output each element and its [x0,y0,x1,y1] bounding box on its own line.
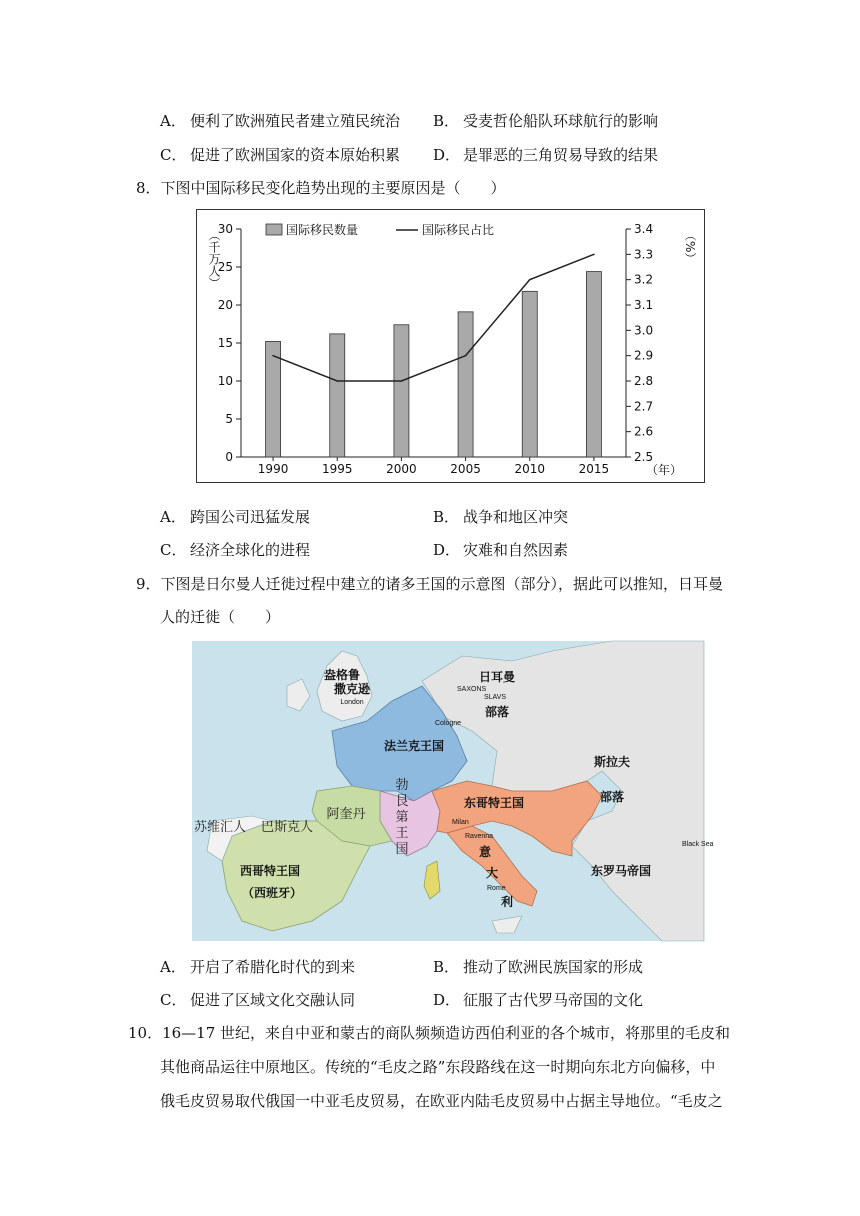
label-ravenna: Ravenna [465,833,494,840]
q9-option-d [433,990,643,1010]
bar-2005 [458,312,473,457]
bar-2015 [586,272,601,457]
q10-line2: 其他商品运往中原地区。传统的“毛皮之路”东段路线在这一时期向东北方向偏移，中 [160,1058,716,1076]
y-tick-label-right: 3.2 [634,272,654,287]
option-letter: D． [433,541,461,559]
bar-2000 [394,325,409,457]
label-italy-3: 利 [500,895,514,909]
q8-option-b [433,507,568,527]
option-text: 受麦哲伦船队环球航行的影响 [463,112,659,130]
label-burg-1: 勃 [395,778,409,793]
label-german-1: 日耳曼 [478,670,516,684]
label-italy-2: 大 [485,866,499,880]
label-slav-1: 斯拉夫 [593,755,631,769]
label-ostro: 东哥特王国 [463,796,525,810]
label-anglo-2: 撒克逊 [333,682,371,696]
label-burg-5: 国 [395,842,409,857]
y-tick-label-right: 2.9 [634,348,654,363]
option-text: 是罪恶的三角贸易导致的结果 [463,146,659,164]
label-visi-2: （西班牙） [241,886,303,900]
q7-option-a [160,111,400,131]
label-burg-4: 王 [395,826,409,841]
label-frank: 法兰克王国 [383,739,445,753]
y-tick-label-left: 25 [217,260,233,274]
option-letter: B． [433,958,460,976]
y-tick-label-left: 10 [217,374,233,388]
x-tick-label: 2010 [514,462,546,476]
label-aquitaine: 阿奎丹 [326,807,366,822]
q10-line1: 10．16—17 世纪，来自中亚和蒙古的商队频频造访西伯利亚的各个城市，将那里的毛皮和 [128,1024,731,1042]
option-letter: C． [160,146,187,164]
label-cologne: Cologne [435,720,462,727]
label-burg-3: 第 [395,810,409,825]
option-letter: A． [160,112,186,130]
x-tick-label: 2005 [450,462,481,476]
option-letter: C． [160,541,187,559]
option-text: 战争和地区冲突 [463,508,569,526]
y-tick-label-left: 20 [217,298,233,312]
q9-stem-line1: 9．下图是日尔曼人迁徙过程中建立的诸多王国的示意图（部分），据此可以推知，日耳曼 [136,575,724,593]
bar-2010 [522,291,537,457]
option-letter: A． [160,958,186,976]
y-tick-label-right: 2.7 [634,399,654,414]
y-tick-label-right: 2.5 [634,450,654,464]
legend-bar-label: 国际移民数量 [286,223,359,237]
label-milan: Milan [452,819,469,826]
label-blacksea: Black Sea [682,841,714,848]
label-rome: Rome [487,885,506,892]
option-letter: D． [433,146,461,164]
q10-line3: 俄毛皮贸易取代俄国一中亚毛皮贸易，在欧亚内陆毛皮贸易中占据主导地位。“毛皮之 [160,1092,723,1110]
label-byz: 东罗马帝国 [590,864,652,878]
option-letter: D． [433,991,461,1009]
x-tick-label: 2000 [386,462,417,476]
bar-1995 [330,334,345,457]
option-text: 经济全球化的进程 [190,541,311,559]
label-burg-2: 艮 [395,794,409,809]
label-slav-2: 部落 [599,790,625,804]
x-tick-label: 2015 [578,462,610,476]
label-italy-1: 意 [478,845,492,859]
label-suevi: 苏维汇人 [193,820,247,835]
option-text: 促进了欧洲国家的资本原始积累 [190,146,401,164]
q8-option-c [160,540,310,560]
y-tick-label-left: 15 [217,336,233,350]
q9-option-b [433,957,643,977]
label-london: London [340,699,364,706]
line-point-2005 [465,355,467,357]
option-letter: A． [160,508,186,526]
y-tick-label-left: 30 [217,222,233,236]
x-tick-label: 1995 [321,462,353,476]
label-basque: 巴斯克人 [260,820,314,835]
label-visi-1: 西哥特王国 [239,864,301,878]
q7-option-b [433,111,658,131]
option-text: 促进了区域文化交融认同 [190,991,356,1009]
label-slavs: SLAVS [484,694,507,701]
x-tick-label: 1990 [257,462,289,476]
q8-option-d [433,540,568,560]
option-letter: C． [160,991,187,1009]
label-saxons: SAXONS [457,686,487,693]
q9-option-c [160,990,355,1010]
label-anglo-1: 盎格鲁 [323,668,361,682]
y-tick-label-left: 5 [225,412,233,426]
q7-option-d [433,145,658,165]
option-letter: B． [433,508,460,526]
y-tick-label-right: 3.3 [634,247,654,262]
line-point-2015 [593,254,595,256]
option-text: 推动了欧洲民族国家的形成 [463,958,644,976]
option-text: 征服了古代罗马帝国的文化 [463,991,644,1009]
option-text: 便利了欧洲殖民者建立殖民统治 [190,112,401,130]
line-point-1990 [272,355,274,357]
option-text: 灾难和自然因素 [463,541,569,559]
bar-1990 [266,341,281,457]
option-text: 跨国公司迅猛发展 [190,508,311,526]
line-point-2000 [401,380,403,382]
x-axis-label: （年） [646,463,683,477]
y-axis-left-label: （千万人） [207,229,221,289]
germanic-kingdoms-map [192,641,714,941]
y-tick-label-right: 2.6 [634,424,654,439]
y-tick-label-right: 3.1 [634,298,654,312]
migration-chart [196,209,706,484]
option-text: 开启了希腊化时代的到来 [190,958,356,976]
y-tick-label-right: 3.0 [634,323,654,338]
q8-option-a [160,507,310,527]
y-tick-label-right: 3.4 [634,222,654,236]
y-tick-label-right: 2.8 [634,374,654,388]
line-point-2010 [529,279,531,281]
y-tick-label-left: 0 [225,450,233,464]
q8-stem: 8．下图中国际移民变化趋势出现的主要原因是（ ） [136,179,506,197]
label-german-2: 部落 [484,705,510,719]
q7-option-c [160,145,400,165]
option-letter: B． [433,112,460,130]
q9-option-a [160,957,355,977]
legend-bar-swatch [266,224,282,235]
q9-stem-line2: 人的迁徙（ ） [160,608,281,626]
legend-line-label: 国际移民占比 [422,223,495,237]
line-point-1995 [336,380,338,382]
y-axis-right-label: （%） [683,229,697,265]
